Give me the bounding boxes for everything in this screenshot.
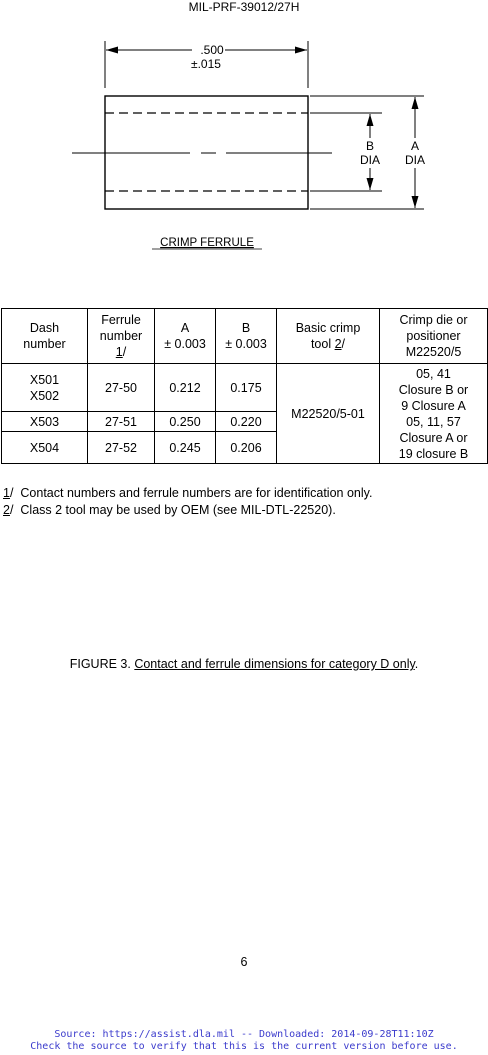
footnote-1: 1/ Contact numbers and ferrule numbers are for identification only.	[3, 486, 373, 500]
a-arrow-top	[412, 97, 419, 109]
header-basic-crimp-tool: Basic crimp tool 2/	[277, 309, 380, 364]
document-id-header: MIL-PRF-39012/27H	[188, 0, 300, 14]
arrow-left	[106, 47, 118, 54]
footnote-text: Class 2 tool may be used by OEM (see MIL-DTL-22520).	[20, 503, 336, 517]
cell-ferrule: 27-50	[88, 364, 155, 412]
cell-dash: X503	[2, 412, 88, 432]
cell-a: 0.212	[155, 364, 216, 412]
cell-a: 0.250	[155, 412, 216, 432]
cell-dash: X504	[2, 432, 88, 464]
cell-dash: X501 X502	[2, 364, 88, 412]
cell-crimp-tool: M22520/5-01	[277, 364, 380, 464]
header-b: B ± 0.003	[216, 309, 277, 364]
footnote-mark: 1	[3, 486, 10, 500]
b-arrow-top	[367, 114, 374, 126]
a-dia-label: DIA	[404, 153, 426, 167]
source-notice: Check the source to verify that this is the current version before use.	[30, 1041, 458, 1052]
header-ferrule-number: Ferrule number 1/	[88, 309, 155, 364]
table-row	[2, 364, 488, 412]
b-label: B	[365, 139, 375, 153]
length-dimension-value: .500	[200, 43, 224, 57]
cell-ferrule: 27-51	[88, 412, 155, 432]
figure-caption: FIGURE 3. Contact and ferrule dimensions for category D only.	[69, 657, 419, 671]
header-dash-number: Dash number	[2, 309, 88, 364]
ferrule-spec-table	[1, 308, 488, 464]
table-header-row	[2, 309, 488, 364]
cell-b: 0.220	[216, 412, 277, 432]
length-dimension-tolerance: ±.015	[191, 57, 221, 71]
header-a: A ± 0.003	[155, 309, 216, 364]
crimp-ferrule-drawing	[60, 38, 440, 258]
figure-label: FIGURE 3.	[69, 657, 131, 671]
cell-b: 0.206	[216, 432, 277, 464]
header-crimp-die: Crimp die or positioner M22520/5	[380, 309, 488, 364]
a-arrow-bottom	[412, 196, 419, 208]
b-dia-label: DIA	[359, 153, 381, 167]
b-arrow-bottom	[367, 178, 374, 190]
figure-title: Contact and ferrule dimensions for category D only	[134, 657, 415, 671]
arrow-right	[295, 47, 307, 54]
footnote-2: 2/ Class 2 tool may be used by OEM (see MIL-DTL-22520).	[3, 503, 336, 517]
footnote-text: Contact numbers and ferrule numbers are for identification only.	[20, 486, 373, 500]
cell-crimp-die: 05, 41 Closure B or 9 Closure A 05, 11, 57 Closure A or 19 closure B	[380, 364, 488, 464]
cell-a: 0.245	[155, 432, 216, 464]
drawing-caption: CRIMP FERRULE	[160, 237, 254, 249]
cell-ferrule: 27-52	[88, 432, 155, 464]
footnote-mark: 2	[3, 503, 10, 517]
note-ref-1: 1	[115, 345, 123, 359]
note-ref-2: 2	[334, 337, 342, 351]
page-number: 6	[240, 955, 248, 969]
a-label: A	[410, 139, 420, 153]
cell-b: 0.175	[216, 364, 277, 412]
source-line: Source: https://assist.dla.mil -- Downloaded: 2014-09-28T11:10Z	[54, 1029, 434, 1040]
